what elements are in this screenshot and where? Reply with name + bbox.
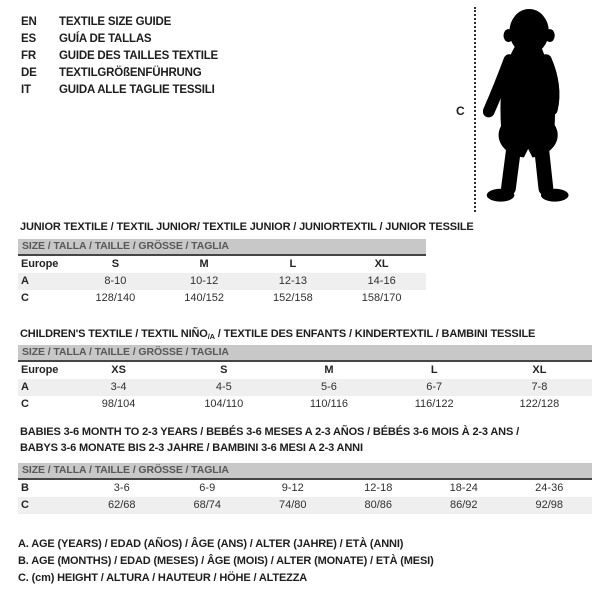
- row-label: C: [21, 292, 29, 304]
- row-label: A: [21, 381, 29, 393]
- table-cell: 92/98: [535, 499, 564, 511]
- table-row: [18, 480, 592, 497]
- size-header-bar: SIZE / TALLA / TAILLE / GRÖSSE / TAGLIA: [18, 239, 426, 256]
- table-cell: 5-6: [321, 381, 337, 393]
- row-label: A: [21, 275, 29, 287]
- language-title: GUÍA DE TALLAS: [59, 33, 152, 45]
- table-cell: 110/116: [309, 398, 349, 410]
- table-cell: 140/152: [184, 292, 224, 304]
- language-row: [21, 48, 218, 65]
- table-cell: 24-36: [535, 482, 564, 494]
- size-column-header: XL: [532, 364, 547, 376]
- row-label: B: [21, 482, 29, 494]
- table-title-text: CHILDREN'S TEXTILE / TEXTIL NIÑO: [20, 328, 208, 340]
- language-title: GUIDE DES TAILLES TEXTILE: [59, 50, 218, 62]
- language-row: [21, 65, 218, 82]
- table-title-junior: [20, 219, 474, 235]
- table-title-text: JUNIOR TEXTILE / TEXTIL JUNIOR/ TEXTILE JUNIOR / JUNIORTEXTIL / JUNIOR TESSILE: [20, 221, 474, 233]
- table-title-text: BABIES 3-6 MONTH TO 2-3 YEARS / BEBÉS 3-6 MESES A 2-3 AÑOS / BÉBÉS 3-6 MOIS À 2-3 ANS /: [20, 426, 519, 438]
- table-row: [18, 273, 426, 290]
- footnotes: [18, 536, 434, 587]
- table-cell: 62/68: [107, 499, 136, 511]
- table-row: [18, 396, 592, 413]
- table-title-babies: [20, 424, 519, 456]
- size-header-bar: SIZE / TALLA / TAILLE / GRÖSSE / TAGLIA: [18, 345, 592, 362]
- footnote-line: A. AGE (YEARS) / EDAD (AÑOS) / ÂGE (ANS) / ALTER (JAHRE) / ETÀ (ANNI): [18, 538, 404, 550]
- table-title-children: [20, 326, 535, 345]
- table-header-row: [18, 256, 426, 273]
- language-code: EN: [21, 16, 37, 28]
- table-cell: 128/140: [95, 292, 136, 304]
- size-column-header: M: [199, 258, 209, 270]
- size-column-header: L: [430, 364, 438, 376]
- language-code: ES: [21, 33, 36, 45]
- size-column-header: S: [220, 364, 228, 376]
- table-junior-textile: [18, 239, 426, 307]
- table-cell: 9-12: [281, 482, 304, 494]
- row-label: C: [21, 499, 29, 511]
- table-cell: 122/128: [519, 398, 560, 410]
- size-column-header: XS: [111, 364, 126, 376]
- table-cell: 4-5: [215, 381, 232, 393]
- row-label: Europe: [21, 364, 59, 376]
- language-title: GUIDA ALLE TAGLIE TESSILI: [59, 84, 215, 96]
- table-cell: 152/158: [272, 292, 313, 304]
- table-title-subscript: /A: [207, 332, 215, 341]
- table-row: [18, 379, 592, 396]
- table-cell: 14-16: [367, 275, 396, 287]
- language-row: [21, 14, 218, 31]
- footnote-line: B. AGE (MONTHS) / EDAD (MESES) / ÂGE (MOIS) / ALTER (MONATE) / ETÀ (MESI): [18, 555, 434, 567]
- table-cell: 158/170: [361, 292, 402, 304]
- table-row: [18, 290, 426, 307]
- table-babies-textile: [18, 463, 592, 514]
- size-column-header: XL: [374, 258, 389, 270]
- table-cell: 10-12: [190, 275, 219, 287]
- table-children-textile: [18, 345, 592, 413]
- table-cell: 74/80: [278, 499, 307, 511]
- table-cell: 7-8: [531, 381, 548, 393]
- table-cell: 98/104: [101, 398, 136, 410]
- baby-silhouette-icon: [483, 5, 593, 207]
- language-code: IT: [21, 84, 31, 96]
- table-cell: 116/122: [414, 398, 454, 410]
- language-code: FR: [21, 50, 36, 62]
- language-row: [21, 82, 218, 99]
- table-cell: 18-24: [449, 482, 478, 494]
- language-title: TEXTILGRÖßENFÜHRUNG: [59, 67, 202, 79]
- table-cell: 6-9: [199, 482, 216, 494]
- table-cell: 8-10: [104, 275, 127, 287]
- language-title: TEXTILE SIZE GUIDE: [59, 16, 172, 28]
- language-code: DE: [21, 67, 37, 79]
- height-c-label: C: [456, 104, 465, 118]
- size-column-header: M: [324, 364, 334, 376]
- size-column-header: L: [289, 258, 297, 270]
- language-row: [21, 31, 218, 48]
- table-title-text: / TEXTILE DES ENFANTS / KINDERTEXTIL / BAMBINI TESSILE: [214, 328, 536, 340]
- table-title-line2: BABYS 3-6 MONATE BIS 2-3 JAHRE / BAMBINI 3-6 MESI A 2-3 ANNI: [20, 442, 363, 454]
- table-header-row: [18, 362, 592, 379]
- table-cell: 12-13: [278, 275, 307, 287]
- height-dotted-line: [474, 7, 476, 212]
- row-label: Europe: [21, 258, 59, 270]
- table-cell: 80/86: [364, 499, 393, 511]
- table-cell: 12-18: [364, 482, 393, 494]
- table-cell: 6-7: [426, 381, 443, 393]
- footnote-line: C. (cm) HEIGHT / ALTURA / HAUTEUR / HÖHE / ALTEZZA: [18, 572, 308, 584]
- table-cell: 68/74: [193, 499, 222, 511]
- row-label: C: [21, 398, 29, 410]
- size-column-header: S: [111, 258, 120, 270]
- table-cell: 3-6: [113, 482, 130, 494]
- language-list: [21, 14, 218, 99]
- size-header-bar: SIZE / TALLA / TAILLE / GRÖSSE / TAGLIA: [18, 463, 592, 480]
- table-cell: 3-4: [110, 381, 127, 393]
- table-row: [18, 497, 592, 514]
- table-cell: 86/92: [449, 499, 478, 511]
- table-cell: 104/110: [204, 398, 244, 410]
